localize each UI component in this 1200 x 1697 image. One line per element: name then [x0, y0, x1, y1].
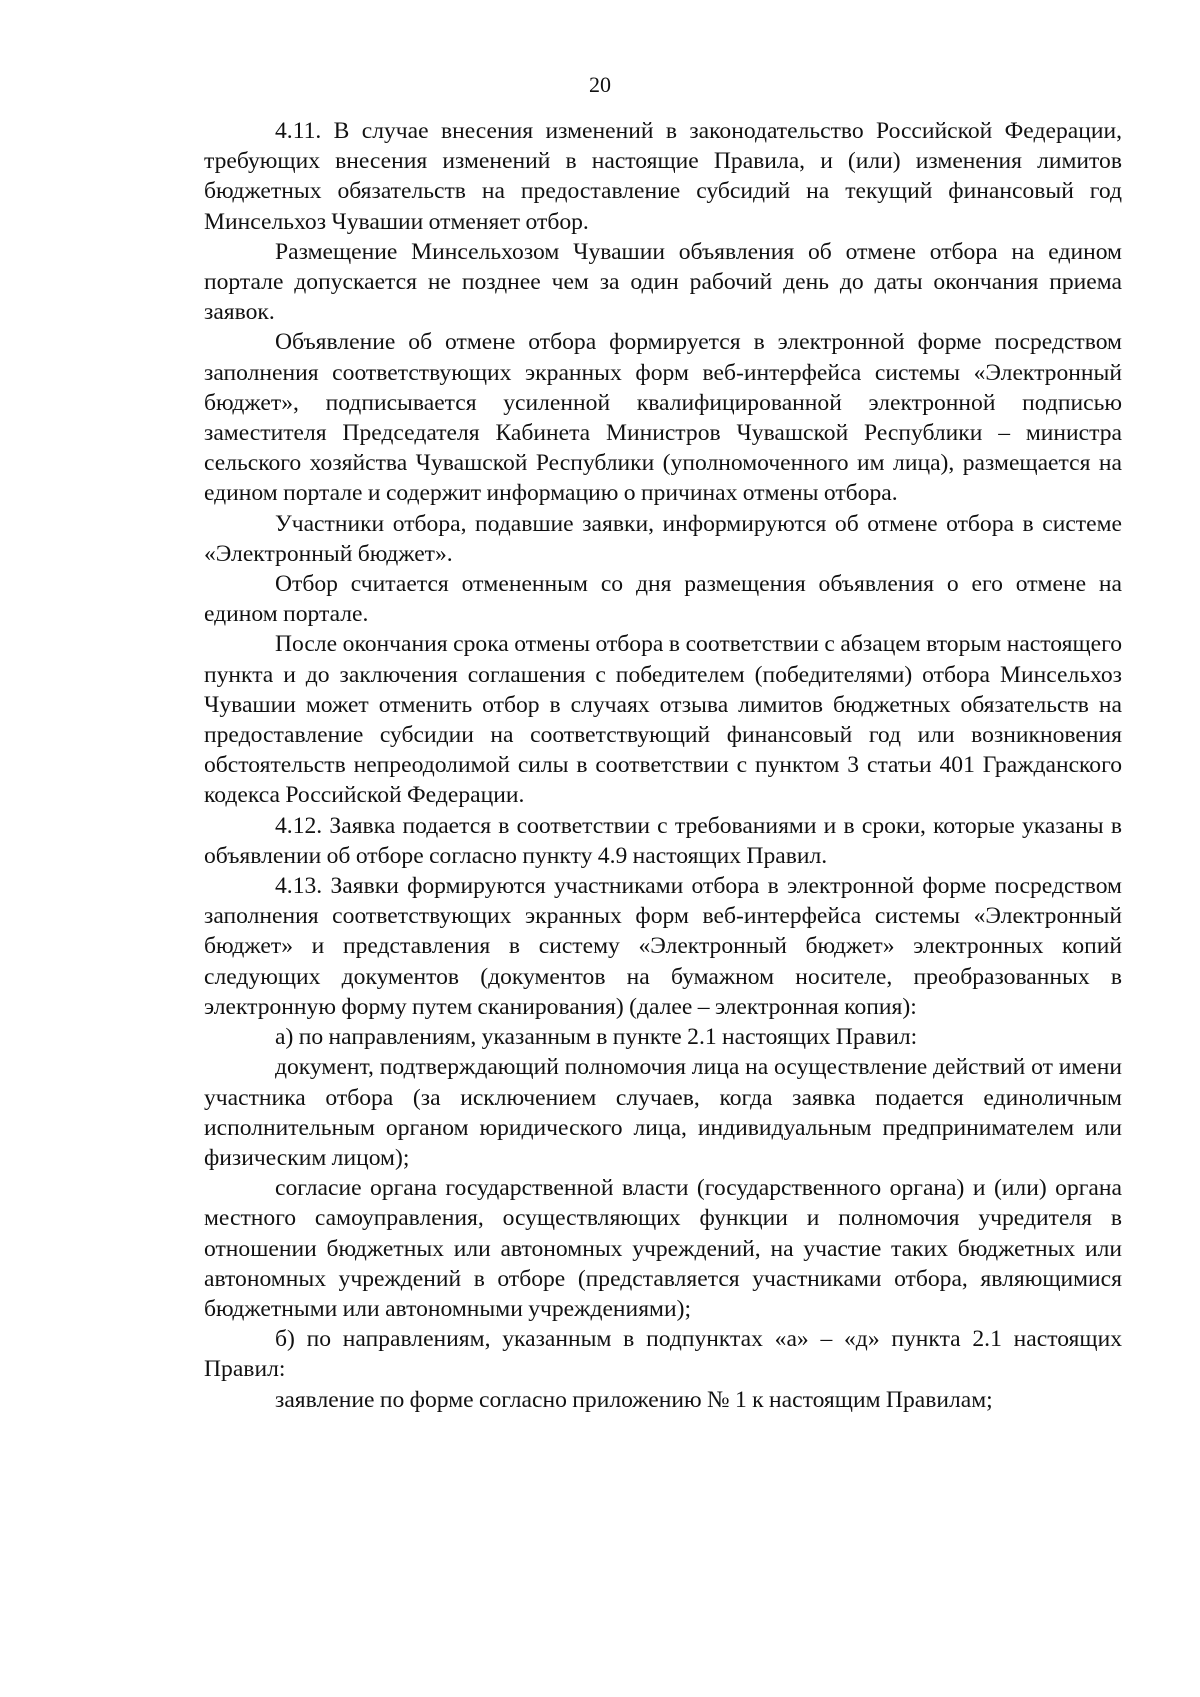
paragraph-cancel-announcement-deadline: Размещение Минсельхозом Чувашии объявления об отмене отбора на едином портале допускается не позднее чем за один рабочий день до даты окончания приема заявок.	[204, 238, 1122, 326]
document-body	[204, 116, 1122, 1415]
list-item-founder-consent: согласие органа государственной власти (государственного органа) и (или) органа местного самоуправления, осуществляющих функции и полномочия учредителя в отношении бюджетных или автономных учреждений, на участие таких бюджетных или автономных учреждений в отборе (представляется участниками отбора, являющимися бюджетными или автономными учреждениями);	[204, 1175, 1122, 1322]
paragraph-4-12: 4.12. Заявка подается в соответствии с требованиями и в сроки, которые указаны в объявлении об отборе согласно пункту 4.9 настоящих Правил.	[204, 812, 1122, 869]
page-number: 20	[589, 72, 611, 97]
list-item-application-form: заявление по форме согласно приложению № 1 к настоящим Правилам;	[275, 1386, 993, 1413]
paragraph-4-13: 4.13. Заявки формируются участниками отбора в электронной форме посредством заполнения соответствующих экранных форм веб-интерфейса системы «Электронный бюджет» и представления в систему «Электронный бюджет» электронных копий следующих документов (документов на бумажном носителе, преобразованных в электронную форму путем сканирования) (далее – электронная копия):	[204, 873, 1122, 1020]
paragraph-cancel-after-deadline: После окончания срока отмены отбора в соответствии с абзацем вторым настоящего пункта и до заключения соглашения с победителем (победителями) отбора Минсельхоз Чувашии может отменить отбор в случаях отзыва лимитов бюджетных обязательств на предоставление субсидии на соответствующий финансовый год или возникновения обстоятельств непреодолимой силы в соответствии с пунктом 3 статьи 401 Гражданского кодекса Российской Федерации.	[204, 631, 1122, 809]
list-item-a: а) по направлениям, указанным в пункте 2.1 настоящих Правил:	[275, 1024, 918, 1051]
list-item-b: б) по направлениям, указанным в подпунктах «а» – «д» пункта 2.1 настоящих Правил:	[204, 1326, 1122, 1383]
paragraph-4-11: 4.11. В случае внесения изменений в законодательство Российской Федерации, требующих внесения изменений в настоящие Правила, и (или) изменения лимитов бюджетных обязательств на предоставление субсидий на текущий финансовый год Минсельхоз Чувашии отменяет отбор.	[204, 118, 1122, 235]
list-item-authority-document: документ, подтверждающий полномочия лица на осуществление действий от имени участника отбора (за исключением случаев, когда заявка подается единоличным исполнительным органом юридического лица, индивидуальным предпринимателем или физическим лицом);	[204, 1054, 1122, 1171]
paragraph-cancel-announcement-form: Объявление об отмене отбора формируется в электронной форме посредством заполнения соответствующих экранных форм веб-интерфейса системы «Электронный бюджет», подписывается усиленной квалифицированной электронной подписью заместителя Председателя Кабинета Министров Чувашской Республики – министра сельского хозяйства Чувашской Республики (уполномоченного им лица), размещается на едином портале и содержит информацию о причинах отмены отбора.	[204, 329, 1122, 507]
paragraph-participants-informed: Участники отбора, подавшие заявки, информируются об отмене отбора в системе «Электронный бюджет».	[204, 510, 1122, 567]
paragraph-selection-cancelled-date: Отбор считается отмененным со дня размещения объявления о его отмене на едином портале.	[204, 571, 1122, 628]
